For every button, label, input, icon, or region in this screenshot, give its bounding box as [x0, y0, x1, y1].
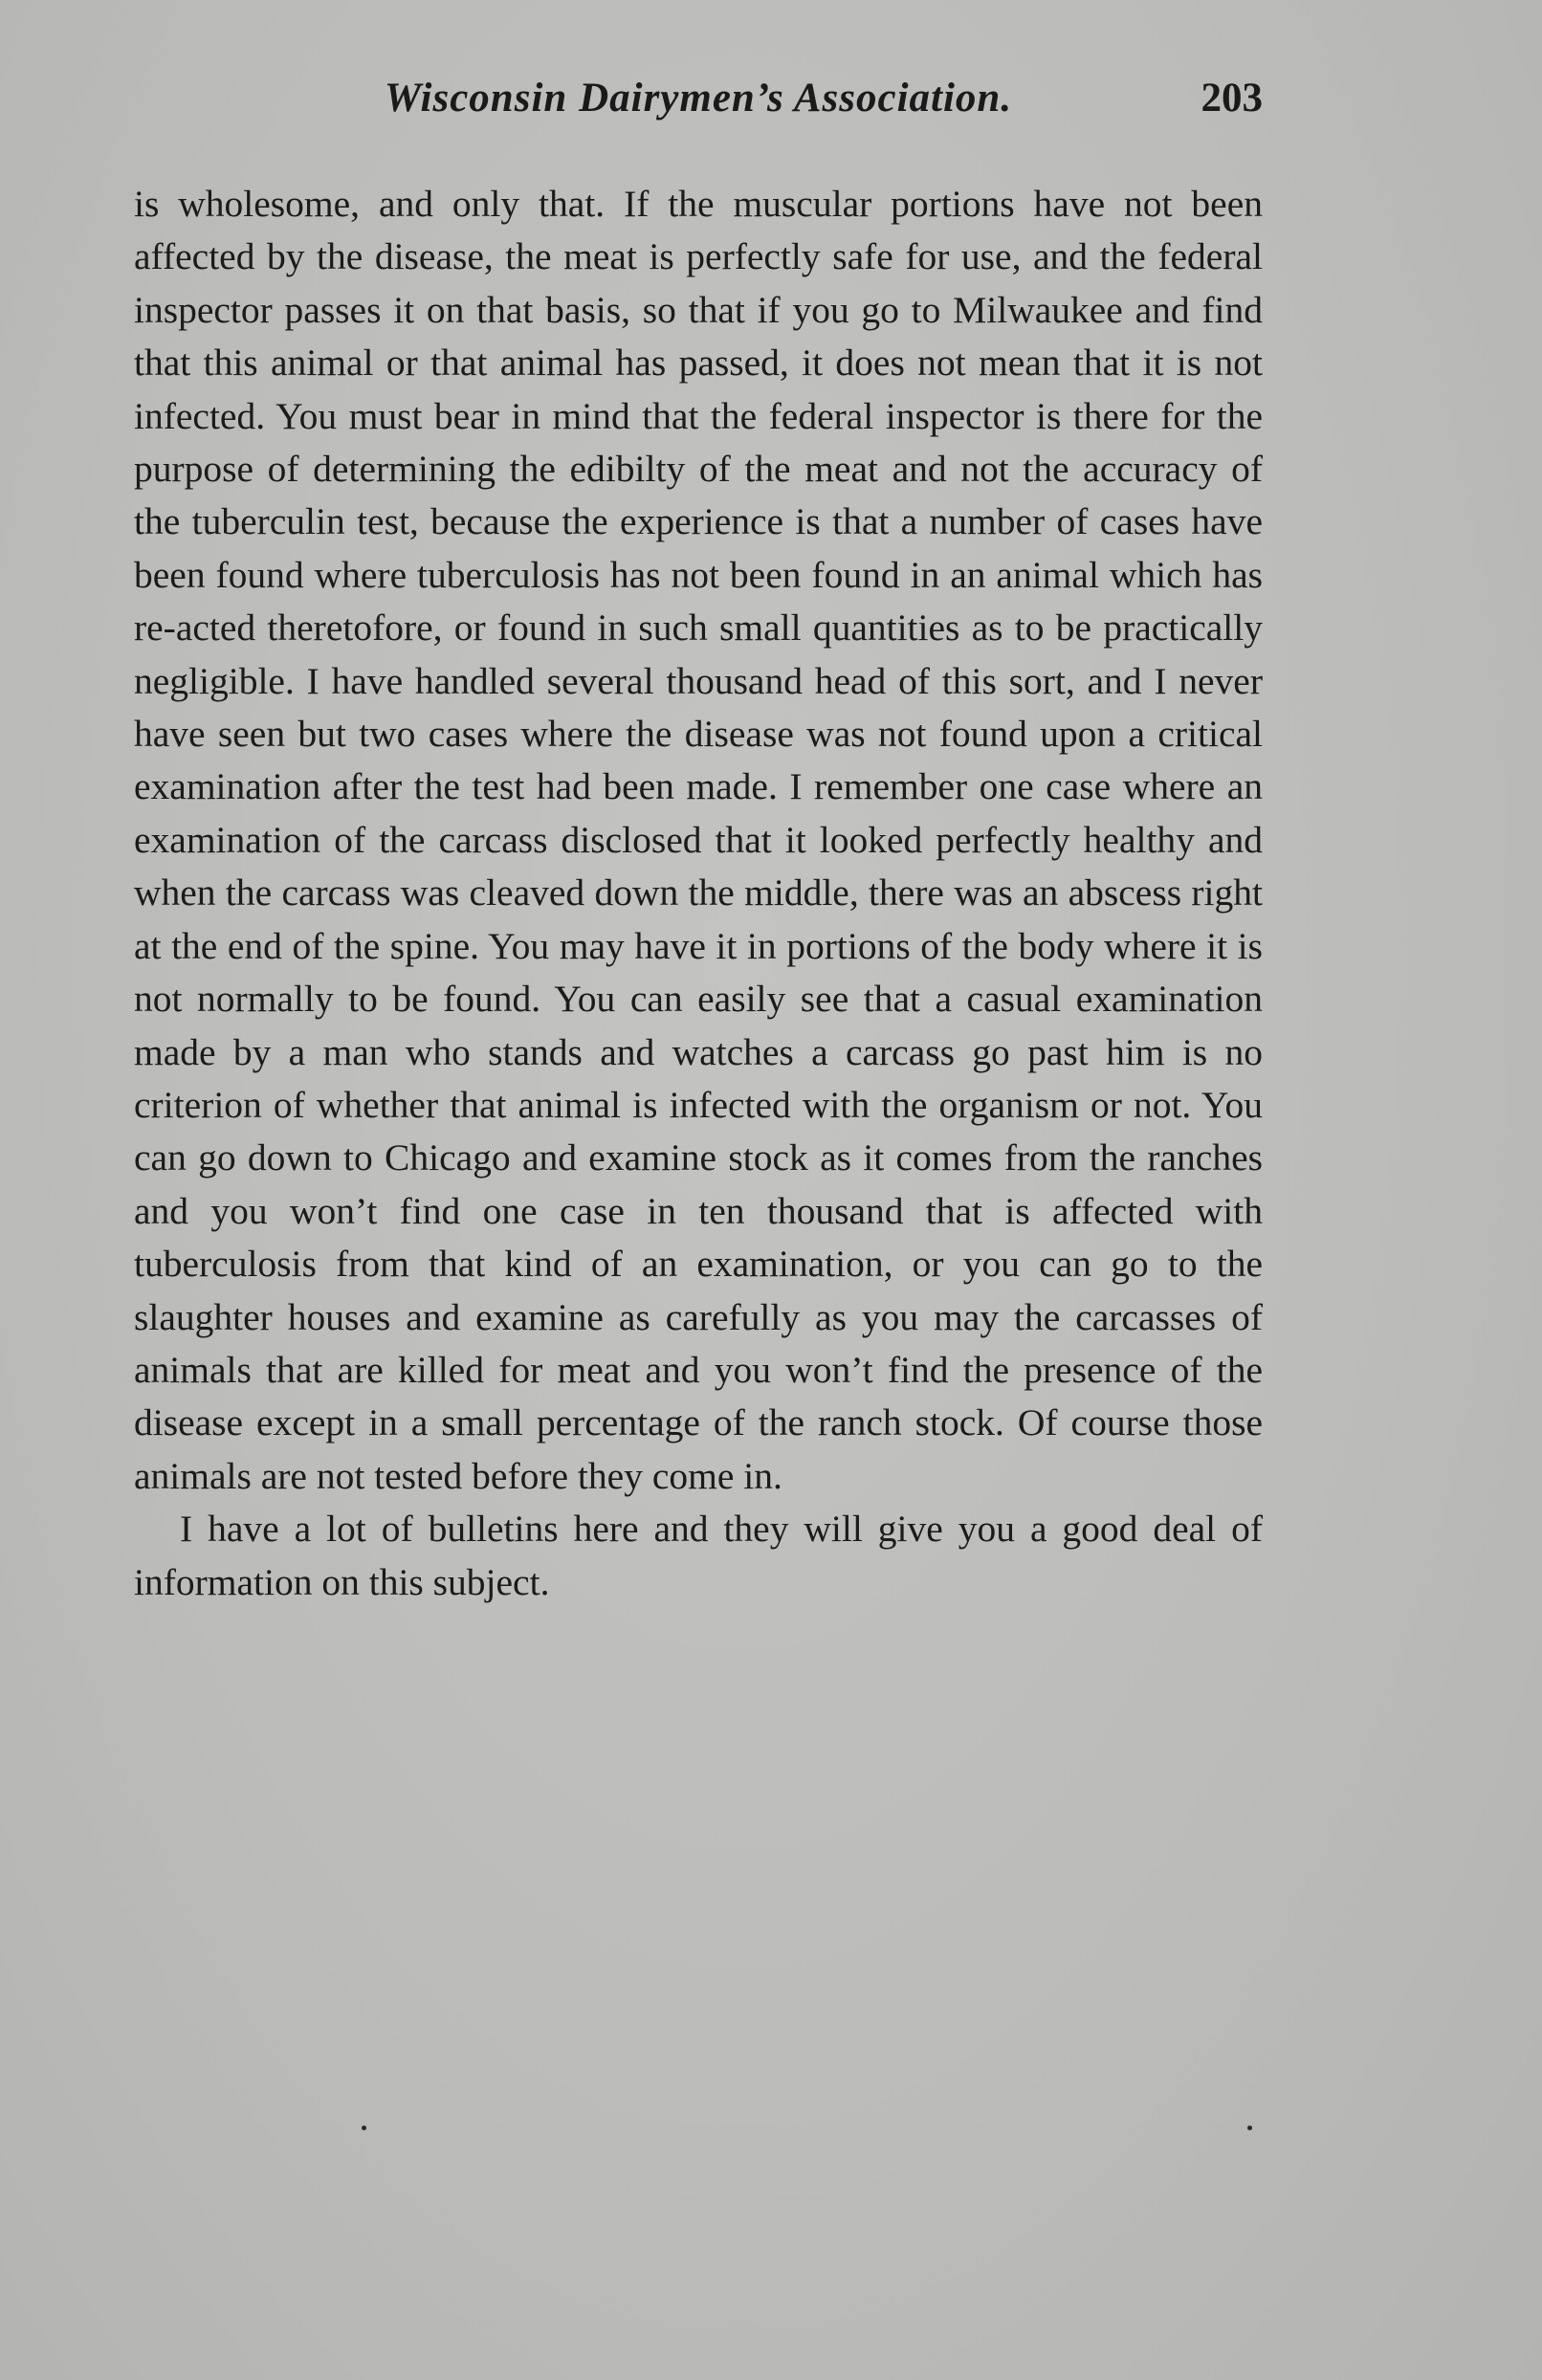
- paragraph-2: I have a lot of bulletins here and they will give you a good deal of information on this subject.: [134, 1508, 1263, 1603]
- running-head: [134, 75, 1263, 132]
- print-speck: [362, 2126, 366, 2130]
- paragraph-1: is wholesome, and only that. If the muscular portions have not been affected by the disease, the meat is perfectly safe for use, and the federal inspector passes it on that basis, so that if you go to Milwaukee and find that this animal or that animal has passed, it does not mean that it is not infected. You must bear in mind that the federal inspector is there for the purpose of determining the edibilty of the meat and not the accuracy of the tuberculin test, because the experience is that a number of cases have been found where tuberculosis has not been found in an animal which has re-acted theretofore, or found in such small quantities as to be practically negligible. I have handled several thousand head of this sort, and I never have seen but two cases where the disease was not found upon a critical examination after the test had been made. I remember one case where an examination of the carcass disclosed that it looked perfectly healthy and when the carcass was cleaved down the middle, there was an abscess right at the end of the spine. You may have it in portions of the body where it is not normally to be found. You can easily see that a casual examination made by a man who stands and watches a carcass go past him is no criterion of whether that animal is infected with the organism or not. You can go down to Chicago and examine stock as it comes from the ranches and you won’t find one case in ten thousand that is affected with tuberculosis from that kind of an examination, or you can go to the slaughter houses and examine as carefully as you may the carcasses of animals that are killed for meat and you won’t find the presence of the disease except in a small percentage of the ranch stock. Of course those animals are not tested before they come in.: [134, 183, 1263, 1497]
- body-text: [134, 178, 1263, 1609]
- page-number: 203: [1201, 76, 1263, 121]
- running-title: Wisconsin Dairymen’s Association.: [384, 76, 1013, 121]
- print-speck: [1247, 2126, 1252, 2130]
